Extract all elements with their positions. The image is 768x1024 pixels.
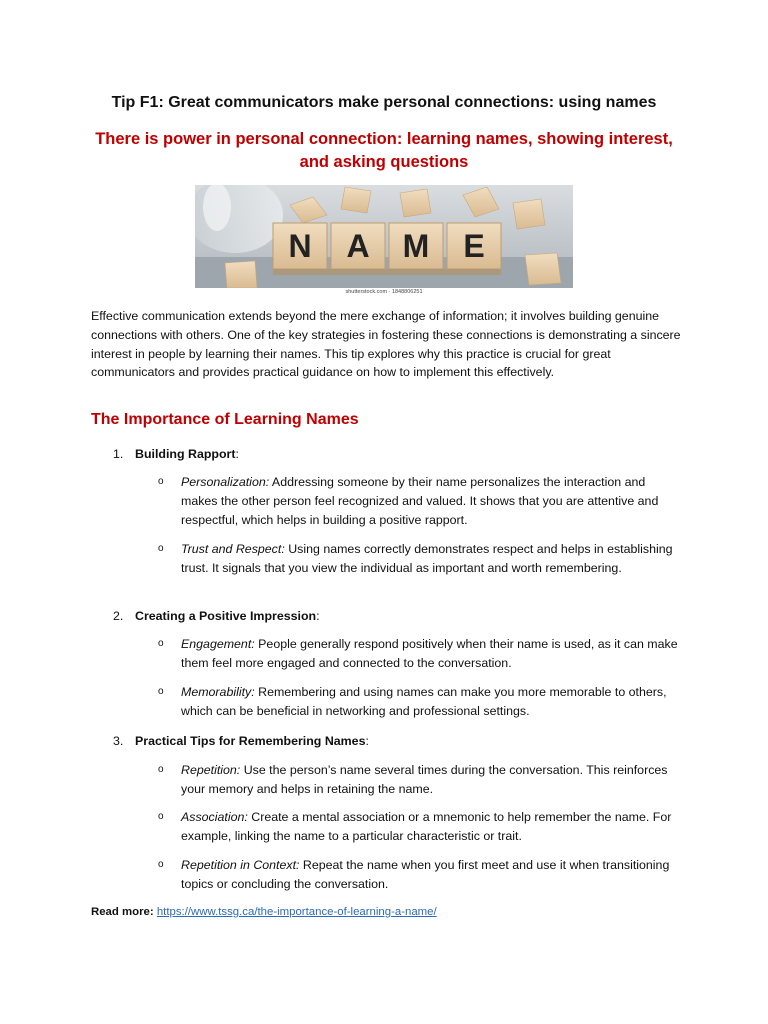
list-item (158, 856, 678, 894)
item-term: Memorability: (181, 685, 255, 699)
item-term: Repetition: (181, 763, 241, 777)
item-term: Repetition in Context: (181, 858, 300, 872)
list-item (158, 635, 678, 673)
letter-n: N (288, 228, 312, 264)
bullet-icon: o (158, 543, 164, 554)
page-subtitle: There is power in personal connection: learning names, showing interest, and asking questions (95, 130, 673, 171)
item-text: Repeat the name when you first meet and use it when transitioning topics or concluding the conversation. (181, 858, 670, 891)
list-item (158, 808, 678, 846)
item-term: Personalization: (181, 475, 270, 489)
read-more-link[interactable]: https://www.tssg.ca/the-importance-of-learning-a-name/ (156, 906, 437, 918)
image-credit: shutterstock.com · 1848806251 (345, 289, 423, 295)
item-heading: Creating a Positive Impression (135, 609, 317, 623)
section-heading: The Importance of Learning Names (91, 411, 359, 428)
list-item (158, 540, 678, 578)
list-item (158, 683, 678, 721)
numbered-item-2 (113, 607, 320, 625)
item-text: Create a mental association or a mnemonic to help remember the name. For example, linking the name to a particular characteristic or trait. (181, 810, 672, 843)
bullet-icon: o (158, 476, 164, 487)
item-number: 1. (113, 447, 124, 461)
numbered-item-1 (113, 445, 239, 463)
name-blocks-photo (195, 185, 573, 288)
letter-e: E (463, 228, 485, 264)
item-text: People generally respond positively when their name is used, as it can make them feel more engaged and connected to the conversation. (181, 637, 678, 670)
bullet-icon: o (158, 859, 164, 870)
bullet-icon: o (158, 811, 164, 822)
heading-colon: : (235, 447, 239, 461)
item-text: Remembering and using names can make you more memorable to others, which can be beneficial in networking and professional settings. (181, 685, 667, 718)
read-more (91, 904, 437, 920)
letter-m: M (402, 228, 430, 264)
item-term: Trust and Respect: (181, 542, 285, 556)
item-text: Use the person’s name several times during the conversation. This reinforces your memory and helps in retaining the name. (181, 763, 668, 796)
list-item (158, 473, 678, 529)
item-heading: Building Rapport (135, 447, 236, 461)
page-title: Tip F1: Great communicators make personal connections: using names (111, 94, 657, 111)
item-number: 3. (113, 734, 124, 748)
bullet-icon: o (158, 686, 164, 697)
bullet-icon: o (158, 638, 164, 649)
item-term: Association: (181, 810, 248, 824)
intro-paragraph: Effective communication extends beyond the mere exchange of information; it involves building genuine connections with others. One of the key strategies in fostering these connections is demonstrating a sincere interest in people by learning their names. This tip explores why this practice is crucial for great communicators and provides practical guidance on how to implement this effectively. (91, 309, 681, 380)
list-item (158, 761, 678, 799)
item-text: Using names correctly demonstrates respect and helps in establishing trust. It signals that you view the individual as important and worth remembering. (181, 542, 673, 575)
numbered-item-3 (113, 732, 369, 750)
item-heading: Practical Tips for Remembering Names (135, 734, 366, 748)
letter-a: A (346, 228, 370, 264)
bullet-icon: o (158, 764, 164, 775)
read-more-label: Read more: (91, 906, 154, 918)
item-term: Engagement: (181, 637, 255, 651)
item-text: Addressing someone by their name personalizes the interaction and makes the other person feel recognized and valued. It shows that you are attentive and respectful, which helps in building a positive rapport. (181, 475, 659, 527)
item-number: 2. (113, 609, 124, 623)
heading-colon: : (316, 609, 320, 623)
heading-colon: : (365, 734, 369, 748)
